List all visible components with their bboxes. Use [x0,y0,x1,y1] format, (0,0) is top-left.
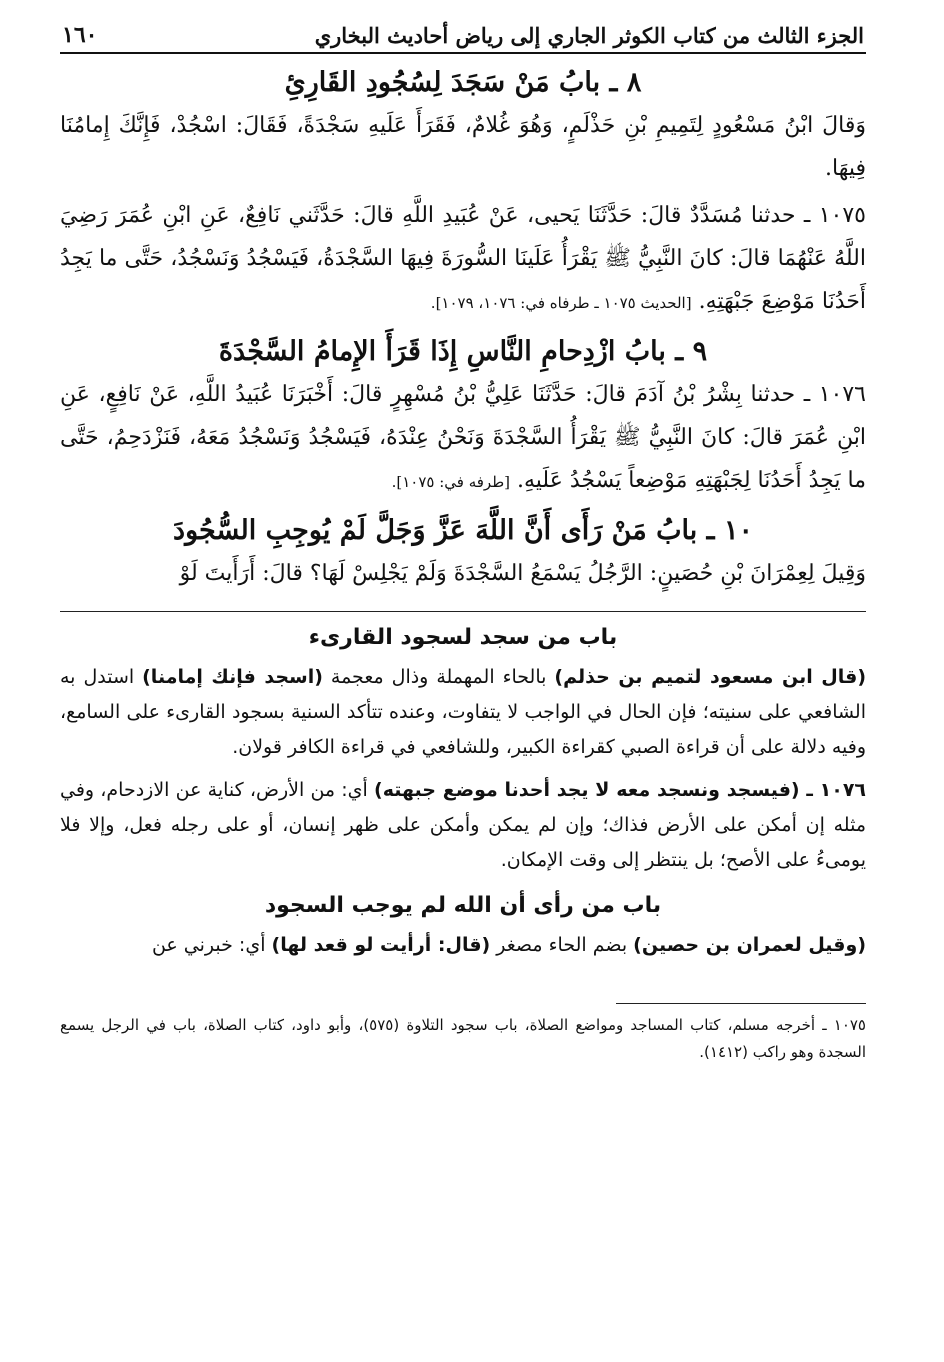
hadith-1076-text: ١٠٧٦ ـ حدثنا بِشْرُ بْنُ آدَمَ قالَ: حَدَّثَنَا عَلِيُّ بْنُ مُسْهِرٍ قالَ: أَخْبَرَنَا عُبَيدُ اللَّهِ، عَنْ نَافِعٍ، عَنِ ابْنِ عُمَرَ قالَ: كانَ النَّبِيُّ ﷺ يَقْرَأُ السَّجْدَةَ وَنَحْنُ عِنْدَهُ، فَيَسْجُدُ وَنَسْجُدُ مَعَهُ، فَنَزْدَحِمُ، حَتَّى ما يَجِدُ أَحَدُنَا لِجَبْهَتِهِ مَوْضِعاً يَسْجُدُ عَلَيهِ. [60,382,866,493]
commentary-1-text-1: بالحاء المهملة وذال معجمة [322,666,555,688]
commentary-3-bold-2: (قال: أرأيت لو قعد لها) [271,934,491,956]
commentary-2-bold: (فيسجد ونسجد معه لا يجد أحدنا موضع جبهته) [374,779,807,801]
commentary-3-bold-1: (وقيل لعمران بن حصين) [633,934,866,956]
footnote-section [60,1003,866,1066]
commentary-1-title: باب من سجد لسجود القارىء [308,625,618,650]
commentary-1-bold-1: (قال ابن مسعود لتميم بن حذلم) [554,666,867,688]
running-title: الجزء الثالث من كتاب الكوثر الجاري إلى رياض أحاديث البخاري [314,23,864,48]
commentary-3-text [60,928,866,963]
hadith-1076-ref: [طرفه في: ١٠٧٥]. [391,473,510,491]
main-commentary-divider [60,611,866,612]
commentary-3-title: باب من رأى أن الله لم يوجب السجود [264,893,662,918]
commentary-1-text [60,660,866,765]
hadith-1075 [60,194,866,325]
hadith-1075-ref: [الحديث ١٠٧٥ ـ طرفاه في: ١٠٧٦، ١٠٧٩]. [430,294,692,312]
book-page [60,18,866,1066]
hadith-1075-text: ١٠٧٥ ـ حدثنا مُسَدَّدٌ قالَ: حَدَّثَنَا يَحيى، عَنْ عُبَيدِ اللَّهِ قالَ: حَدَّثَني نَافِعٌ، عَنِ ابْنِ عُمَرَ رَضِيَ اللَّهُ عَنْهُمَا قالَ: كانَ النَّبِيُّ ﷺ يَقْرَأُ عَلَينَا السُّورَةَ فِيهَا السَّجْدَةُ، فَيَسْجُدُ وَنَسْجُدُ، حَتَّى ما يَجِدُ أَحَدُنَا مَوْضِعَ جَبْهَتِهِ. [60,203,866,314]
chapter-9-title: ٩ ـ بابُ ازْدِحامِ النَّاسِ إِذَا قَرَأَ الإِمامُ السَّجْدَةَ [218,336,708,367]
commentary-3-text-1: بضم الحاء مصغر [490,934,634,956]
chapter-10-title: ١٠ ـ بابُ مَنْ رَأَى أَنَّ اللَّهَ عَزَّ وَجَلَّ لَمْ يُوجِبِ السُّجُودَ [173,515,753,546]
commentary-3-text-2: أي: خبرني عن [151,934,272,956]
page-number: ١٦٠ [62,22,98,48]
chapter-8-title: ٨ ـ بابُ مَنْ سَجَدَ لِسُجُودِ القَارِئِ [284,67,642,98]
chapter-8-text: وَقالَ ابْنُ مَسْعُودٍ لِتَمِيمِ بْنِ حَذْلَمٍ، وَهُوَ غُلامٌ، فَقَرَأَ عَلَيهِ سَجْدَةً، فَقَالَ: اسْجُدْ، فَإِنَّكَ إِمامُنَا فِيهَا. [60,113,866,181]
commentary-1-bold-2: (اسجد فإنك إمامنا) [142,666,323,688]
page-header [60,18,866,54]
commentary-2-number: ١٠٧٦ ـ [806,779,867,801]
chapter-10-text: وَقِيلَ لِعِمْرَانَ بْنِ حُصَينٍ: الرَّجُلُ يَسْمَعُ السَّجْدَةَ وَلَمْ يَجْلِسْ لَهَا؟ قالَ: أَرَأَيتَ لَوْ [179,561,866,586]
commentary-1-text-2: استدل به الشافعي على سنيته؛ فإن الحال في الواجب لا يتفاوت، وعنده تتأكد السنية بسجود القارىء على السامع، وفيه دلالة على أن قراءة الصبي كقراءة الكبير، وللشافعي في قراءة الكافر قولان. [60,666,866,758]
hadith-1076 [60,373,866,504]
commentary-2-body: أي: من الأرض، كناية عن الازدحام، وفي مثله إن أمكن على الأرض فذاك؛ وإن لم يمكن وأمكن على ظهر إنسان، أو على رجله فعل، وإلا فلا يومىءُ على الأصح؛ بل ينتظر إلى وقت الإمكان. [60,779,866,871]
footnote-1075: ١٠٧٥ ـ أخرجه مسلم، كتاب المساجد ومواضع الصلاة، باب سجود التلاوة (٥٧٥)، وأبو داود، كتاب الصلاة، باب في الرجل يسمع السجدة وهو راكب (١٤١٢). [60,1016,866,1061]
footnote-divider [616,1003,866,1004]
commentary-2-text [60,773,866,878]
